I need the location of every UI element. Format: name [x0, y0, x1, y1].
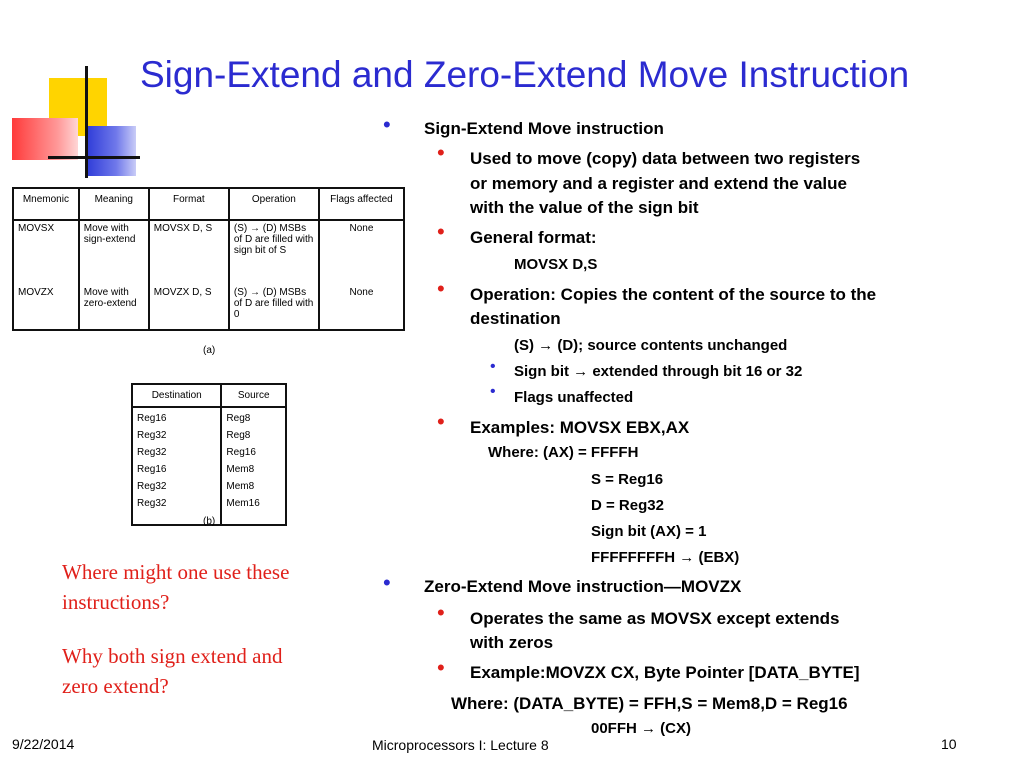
bullet-icon: •: [437, 219, 445, 244]
table-cell: Reg16: [132, 461, 221, 478]
table-a-caption: (a): [203, 345, 216, 356]
table-cell: (S) → (D) MSBs of D are filled with sign bit of S: [229, 220, 319, 285]
example-text: D = Reg32: [591, 497, 664, 514]
bullet-text: (S) → (D); source contents unchanged: [514, 337, 788, 354]
table-cell: MOVSX D, S: [149, 220, 229, 285]
example-text: Sign bit (AX) = 1: [591, 523, 707, 540]
table-header-cell: Operation: [229, 188, 319, 220]
table-cell: Mem16: [221, 495, 286, 525]
bullet-text: Used to move (copy) data between two registers: [470, 149, 861, 168]
footer-course: Microprocessors I: Lecture 8: [372, 737, 549, 753]
bullet-icon: •: [437, 409, 445, 434]
table-b-caption: (b): [203, 516, 216, 527]
table-cell: Move with sign-extend: [79, 220, 149, 285]
bullet-text: Examples: MOVSX EBX,AX: [470, 418, 690, 437]
bullet-text: Sign bit → extended through bit 16 or 32: [514, 363, 803, 380]
example-text: 00FFH → (CX): [591, 720, 692, 737]
bullet-text: or memory and a register and extend the value: [470, 174, 847, 193]
logo-horizontal-line: [48, 156, 140, 159]
page-number: 10: [941, 736, 957, 752]
question-why-both: Why both sign extend and zero extend?: [62, 644, 283, 698]
table-header-cell: Destination: [132, 384, 221, 407]
bullet-icon: •: [383, 112, 391, 137]
table-header-cell: Source: [221, 384, 286, 407]
bullet-icon: •: [437, 140, 445, 165]
table-row: [132, 478, 286, 495]
bullet-text: Sign-Extend Move instruction: [424, 119, 664, 138]
table-cell: MOVZX D, S: [149, 285, 229, 330]
table-cell: None: [319, 220, 404, 285]
table-cell: Reg32: [132, 495, 221, 525]
table-cell: None: [319, 285, 404, 330]
bullet-icon: •: [437, 276, 445, 301]
bullet-text: MOVSX D,S: [514, 256, 598, 273]
table-cell: (S) → (D) MSBs of D are filled with 0: [229, 285, 319, 330]
footer-date: 9/22/2014: [12, 736, 75, 752]
example-text: Where: (DATA_BYTE) = FFH,S = Mem8,D = Reg16: [451, 694, 848, 713]
bullet-text: with zeros: [470, 633, 554, 652]
table-header-cell: Format: [149, 188, 229, 220]
bullet-text: General format:: [470, 228, 597, 247]
bullet-text: Example:MOVZX CX, Byte Pointer [DATA_BYTE]: [470, 663, 860, 682]
logo-blue-square: [86, 126, 136, 176]
table-row: [132, 407, 286, 427]
example-text: FFFFFFFFH → (EBX): [591, 549, 740, 566]
instruction-table: [12, 187, 405, 331]
bullet-icon: •: [437, 600, 445, 625]
slide-title: Sign-Extend and Zero-Extend Move Instruction: [140, 54, 910, 95]
table-cell: Reg32: [132, 444, 221, 461]
table-row: [13, 220, 404, 285]
bullet-icon: •: [437, 655, 445, 680]
logo-vertical-line: [85, 66, 88, 178]
bullet-icon: •: [490, 358, 496, 375]
table-header-row: [13, 188, 404, 220]
logo-red-square: [12, 118, 78, 160]
bullet-text: with the value of the sign bit: [470, 198, 699, 217]
bullet-text: Flags unaffected: [514, 389, 634, 406]
table-cell: Reg32: [132, 427, 221, 444]
table-row: [132, 427, 286, 444]
example-text: S = Reg16: [591, 471, 664, 488]
table-row: [132, 461, 286, 478]
table-row: [13, 285, 404, 330]
table-cell: Mem8: [221, 461, 286, 478]
table-cell: Reg16: [221, 444, 286, 461]
table-header-row: [132, 384, 286, 407]
table-row: [132, 444, 286, 461]
bullet-text: Operates the same as MOVSX except extends: [470, 609, 840, 628]
bullet-icon: •: [490, 383, 496, 400]
table-cell: Reg8: [221, 407, 286, 427]
example-text: Where: (AX) = FFFFH: [488, 444, 639, 461]
table-cell: Reg8: [221, 427, 286, 444]
question-usage: Where might one use these instructions?: [62, 560, 290, 614]
table-header-cell: Mnemonic: [13, 188, 79, 220]
table-cell: Reg32: [132, 478, 221, 495]
bullet-text: Operation: Copies the content of the source to the: [470, 285, 877, 304]
operand-table: [131, 383, 287, 526]
table-cell: Move with zero-extend: [79, 285, 149, 330]
bullet-text: Zero-Extend Move instruction—MOVZX: [424, 577, 742, 596]
bullet-icon: •: [383, 570, 391, 595]
table-cell: MOVZX: [13, 285, 79, 330]
table-cell: MOVSX: [13, 220, 79, 285]
table-header-cell: Meaning: [79, 188, 149, 220]
table-cell: Mem8: [221, 478, 286, 495]
table-cell: Reg16: [132, 407, 221, 427]
table-header-cell: Flags affected: [319, 188, 404, 220]
bullet-text: destination: [470, 309, 561, 328]
